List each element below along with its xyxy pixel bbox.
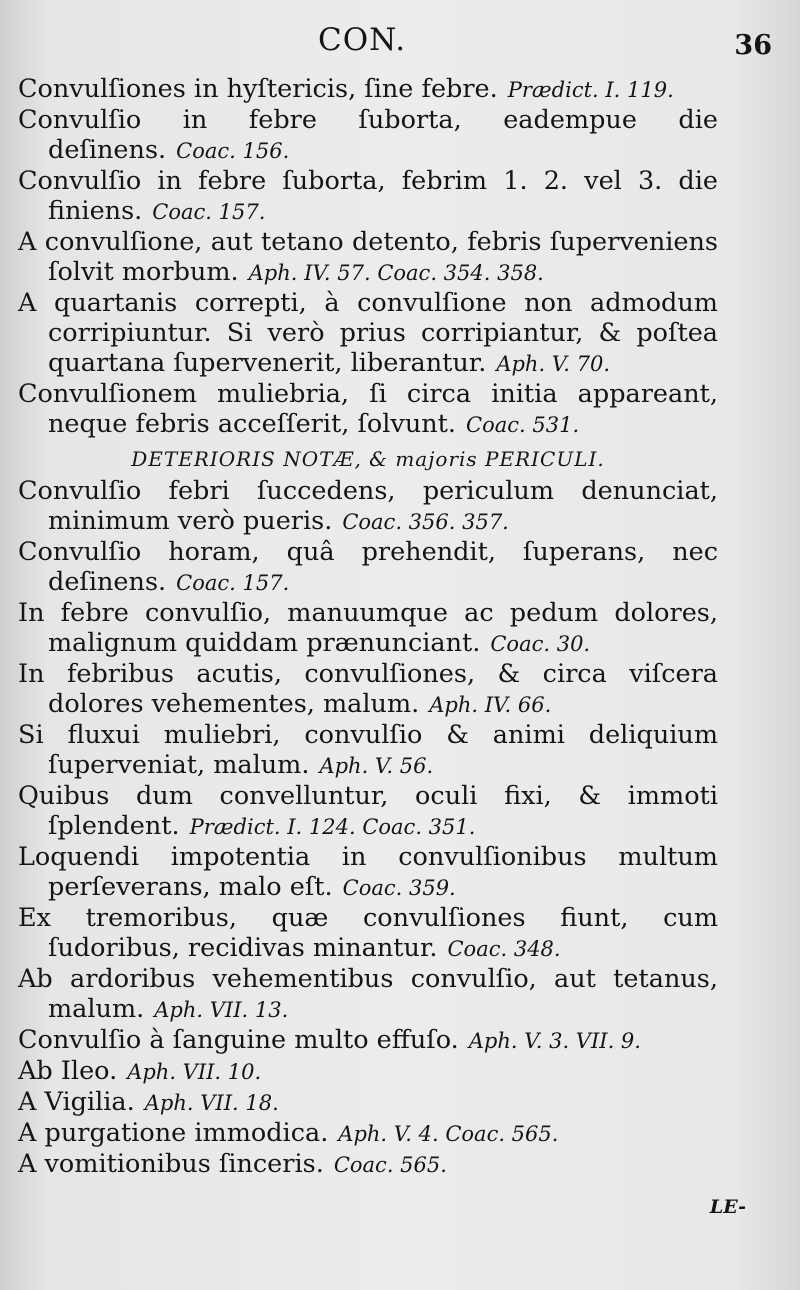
entry-reference: Aph. V. 70. [496, 352, 611, 376]
entry-text: In febre convulſio, manuumque ac pedum dolores, malignum quiddam prænunciant. [18, 598, 718, 658]
entry-text: Convulſiones in hyſtericis, ſine febre. [18, 74, 498, 104]
aphorism-entry [18, 1056, 718, 1087]
entry-reference: Coac. 30. [490, 632, 591, 656]
entry-reference: Prædict. I. 119. [507, 78, 674, 102]
entry-text: Convulſio in febre ſuborta, febrim 1. 2. vel 3. die finiens. [18, 166, 718, 226]
entry-reference: Coac. 359. [342, 876, 456, 900]
running-head [0, 22, 800, 66]
aphorism-entry [18, 227, 718, 288]
entry-text: Convulſionem muliebria, ſi circa initia appareant, neque febris acceſſerit, ſolvunt. [18, 379, 718, 439]
page-number: 36 [734, 30, 772, 61]
aphorism-entry [18, 288, 718, 379]
aphorism-entry [18, 903, 718, 964]
entry-text: Si fluxui muliebri, convulſio & animi deliquium ſuperveniat, malum. [18, 720, 718, 780]
entry-reference: Coac. 157. [176, 571, 290, 595]
entry-reference: Aph. V. 3. VII. 9. [468, 1029, 641, 1053]
entry-reference: Aph. V. 4. Coac. 565. [338, 1122, 559, 1146]
body-text [18, 74, 718, 1180]
entry-text: A vomitionibus ſinceris. [18, 1149, 324, 1179]
entry-text: Ex tremoribus, quæ convulſiones fiunt, cum ſudoribus, recidivas minantur. [18, 903, 718, 963]
aphorism-entry [18, 379, 718, 440]
aphorism-entry [18, 781, 718, 842]
entry-text: A convulſione, aut tetano detento, febris ſuperveniens ſolvit morbum. [18, 227, 718, 287]
aphorism-entry [18, 74, 718, 105]
entry-text: Convulſio à ſanguine multo effuſo. [18, 1025, 459, 1055]
aphorism-entry [18, 720, 718, 781]
entry-reference: Coac. 348. [447, 937, 561, 961]
entry-text: A purgatione immodica. [18, 1118, 329, 1148]
entry-reference: Coac. 565. [333, 1153, 447, 1177]
aphorism-entry [18, 598, 718, 659]
entry-reference: Coac. 356. 357. [342, 510, 509, 534]
entries-before [18, 74, 718, 440]
aphorism-entry [18, 476, 718, 537]
entries-after [18, 476, 718, 1180]
entry-text: Convulſio horam, quâ prehendit, ſuperans, nec deſinens. [18, 537, 718, 597]
aphorism-entry [18, 659, 718, 720]
entry-text: Loquendi impotentia in convulſionibus multum perſeverans, malo eſt. [18, 842, 718, 902]
entry-reference: Coac. 531. [466, 413, 580, 437]
aphorism-entry [18, 1087, 718, 1118]
entry-reference: Aph. VII. 10. [127, 1060, 262, 1084]
aphorism-entry [18, 1118, 718, 1149]
entry-text: Convulſio febri ſuccedens, periculum denunciat, minimum verò pueris. [18, 476, 718, 536]
entry-text: In febribus acutis, convulſiones, & circa viſcera dolores vehementes, malum. [18, 659, 718, 719]
entry-text: Quibus dum convelluntur, oculi fixi, & immoti ſplendent. [18, 781, 718, 841]
aphorism-entry [18, 537, 718, 598]
entry-text: Ab ardoribus vehementibus convulſio, aut tetanus, malum. [18, 964, 718, 1024]
entry-reference: Aph. IV. 66. [429, 693, 552, 717]
entry-reference: Coac. 156. [176, 139, 290, 163]
entry-reference: Aph. V. 56. [319, 754, 434, 778]
aphorism-entry [18, 1149, 718, 1180]
aphorism-entry [18, 105, 718, 166]
aphorism-entry [18, 964, 718, 1025]
entry-reference: Coac. 157. [152, 200, 266, 224]
entry-text: A Vigilia. [18, 1087, 135, 1117]
entry-reference: Prædict. I. 124. Coac. 351. [189, 815, 476, 839]
aphorism-entry [18, 1025, 718, 1056]
catchword: LE- [709, 1196, 746, 1218]
entry-reference: Aph. VII. 18. [144, 1091, 279, 1115]
entry-reference: Aph. IV. 57. Coac. 354. 358. [248, 261, 544, 285]
entry-text: A quartanis correpti, à convulſione non admodum corripiuntur. Si verò prius corripiantur, & poſtea quartana ſupervenerit, liberantur. [18, 288, 718, 378]
section-heading: DETERIORIS NOTÆ, & majoris PERICULI. [131, 447, 605, 471]
entry-reference: Aph. VII. 13. [154, 998, 289, 1022]
entry-text: Ab Ileo. [18, 1056, 118, 1086]
entry-text: Convulſio in febre ſuborta, eadempue die deſinens. [18, 105, 718, 165]
running-head-title: CON. [318, 22, 407, 58]
aphorism-entry [18, 166, 718, 227]
aphorism-entry [18, 842, 718, 903]
